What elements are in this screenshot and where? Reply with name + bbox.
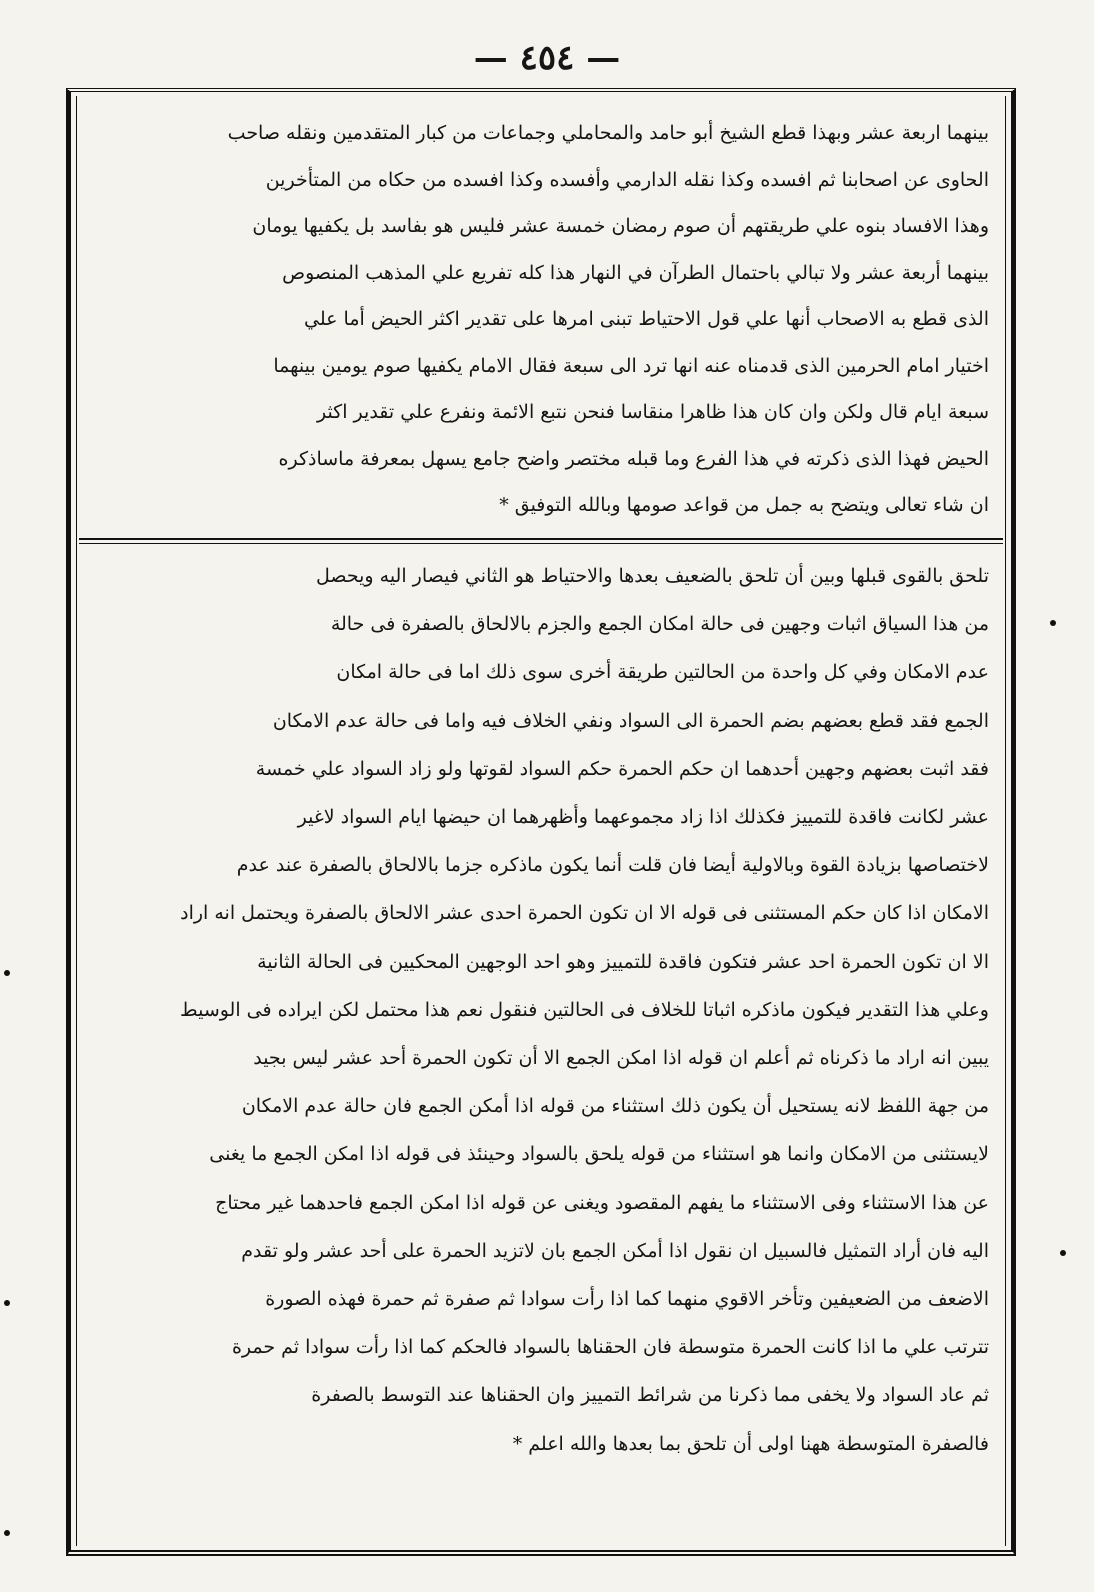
body-line: عن هذا الاستثناء وفى الاستثناء ما يفهم المقصود ويغنى عن قوله اذا امكن الجمع فاحدهما غير محتاج bbox=[215, 1191, 989, 1214]
body-line: لاختصاصها بزيادة القوة وبالاولية أيضا فان قلت أنما يكون ماذكره جزما بالالحاق بالصفرة عند عدم bbox=[236, 854, 989, 877]
body-line: لايستثنى من الامكان وانما هو استثناء من قوله يلحق بالسواد وحينئذ فى قوله اذا امكن الجمع ما يغنى bbox=[209, 1143, 989, 1166]
footnote-line: وهذا الافساد بنوه علي طريقتهم أن صوم رمضان خمسة عشر فليس هو بفاسد بل يكفيها يومان bbox=[252, 215, 989, 237]
body-line: عدم الامكان وفي كل واحدة من الحالتين طريقة أخرى سوى ذلك اما فى حالة امكان bbox=[336, 661, 989, 684]
body-line: تلحق بالقوى قبلها وبين أن تلحق بالضعيف بعدها والاحتياط هو الثاني فيصار اليه ويحصل bbox=[316, 565, 989, 587]
main-text-block bbox=[93, 552, 989, 1542]
footnote-line: الذى قطع به الاصحاب أنها علي قول الاحتياط تبنى امرها على تقدير اكثر الحيض أما علي bbox=[304, 308, 989, 330]
footnote-line: سبعة ايام قال ولكن وان كان هذا ظاهرا منقاسا فنحن نتبع الائمة ونفرع علي تقدير اكثر bbox=[316, 401, 989, 423]
body-line: فالصفرة المتوسطة ههنا اولى أن تلحق بما بعدها والله اعلم * bbox=[512, 1432, 989, 1455]
footnote-line: اختيار امام الحرمين الذى قدمناه عنه انها ترد الى سبعة فقال الامام يكفيها صوم يومين بينهما bbox=[273, 354, 989, 377]
body-line: اليه فان أراد التمثيل فالسبيل ان نقول اذا أمكن الجمع بان لاتزيد الحمرة على أحد عشر ولو تقدم bbox=[241, 1239, 989, 1262]
body-line: تترتب علي ما اذا كانت الحمرة متوسطة فان الحقناها بالسواد فالحكم كما اذا رأت سوادا ثم حمرة bbox=[231, 1336, 989, 1359]
page-frame bbox=[66, 88, 1016, 1556]
body-line: فقد اثبت بعضهم وجهين أحدهما ان حكم الحمرة حكم السواد لقوتها ولو زاد السواد علي خمسة bbox=[255, 757, 989, 780]
body-line: من هذا السياق اثبات وجهين فى حالة امكان الجمع والجزم بالالحاق بالصفرة فى حالة bbox=[330, 613, 989, 636]
body-line: وعلي هذا التقدير فيكون ماذكره اثباتا للخلاف فى الحالتين فنقول نعم هذا محتمل لكن ايراده فى الوسيط bbox=[180, 998, 989, 1021]
margin-speck bbox=[4, 1530, 10, 1536]
body-line: الاضعف من الضعيفين وتأخر الاقوي منهما كما اذا رأت سوادا ثم صفرة ثم حمرة فهذه الصورة bbox=[265, 1288, 989, 1311]
body-line: ثم عاد السواد ولا يخفى مما ذكرنا من شرائط التمييز وان الحقناها عند التوسط بالصفرة bbox=[311, 1384, 989, 1407]
footnote-block bbox=[93, 110, 989, 530]
margin-speck bbox=[1060, 1250, 1066, 1256]
footnote-line: بينهما اربعة عشر وبهذا قطع الشيخ أبو حامد والمحاملي وجماعات من كبار المتقدمين ونقله صاحب bbox=[227, 122, 989, 144]
body-line: الامكان اذا كان حكم المستثنى فى قوله الا ان تكون الحمرة احدى عشر الالحاق بالصفرة ويحتمل انه اراد bbox=[180, 902, 989, 925]
footnote-line: الحيض فهذا الذى ذكرته في هذا الفرع وما قبله مختصر واضح جامع يسهل بمعرفة ماساذكره bbox=[278, 447, 989, 470]
page-number: — ٤٥٤ — bbox=[473, 38, 621, 78]
margin-speck bbox=[4, 970, 10, 976]
margin-speck bbox=[4, 1300, 10, 1306]
body-line: الا ان تكون الحمرة احد عشر فتكون فاقدة للتمييز وهو احد الوجهين المحكيين فى الحالة الثانية bbox=[257, 950, 989, 973]
margin-speck bbox=[1050, 620, 1056, 626]
body-line: من جهة اللفظ لانه يستحيل أن يكون ذلك استثناء من قوله اذا أمكن الجمع فان حالة عدم الامكان bbox=[241, 1095, 989, 1118]
body-line: الجمع فقد قطع بعضهم بضم الحمرة الى السواد ونفي الخلاف فيه واما فى حالة عدم الامكان bbox=[272, 709, 989, 732]
footnote-line: بينهما أربعة عشر ولا تبالي باحتمال الطرآن في النهار هذا كله تفريع علي المذهب المنصوص bbox=[282, 261, 989, 284]
footnote-line: الحاوى عن اصحابنا ثم افسده وكذا نقله الدارمي وأفسده وكذا افسده من حكاه من المتأخرين bbox=[265, 168, 989, 191]
section-divider bbox=[79, 538, 1003, 540]
body-line: يبين انه اراد ما ذكرناه ثم أعلم ان قوله اذا امكن الجمع الا أن تكون الحمرة أحد عشر ليس بجيد bbox=[253, 1047, 989, 1070]
body-line: عشر لكانت فاقدة للتمييز فكذلك اذا زاد مجموعهما وأظهرهما ان حيضها ايام السواد لاغير bbox=[297, 806, 989, 829]
footnote-line: ان شاء تعالى ويتضح به جمل من قواعد صومها وبالله التوفيق * bbox=[499, 494, 989, 516]
